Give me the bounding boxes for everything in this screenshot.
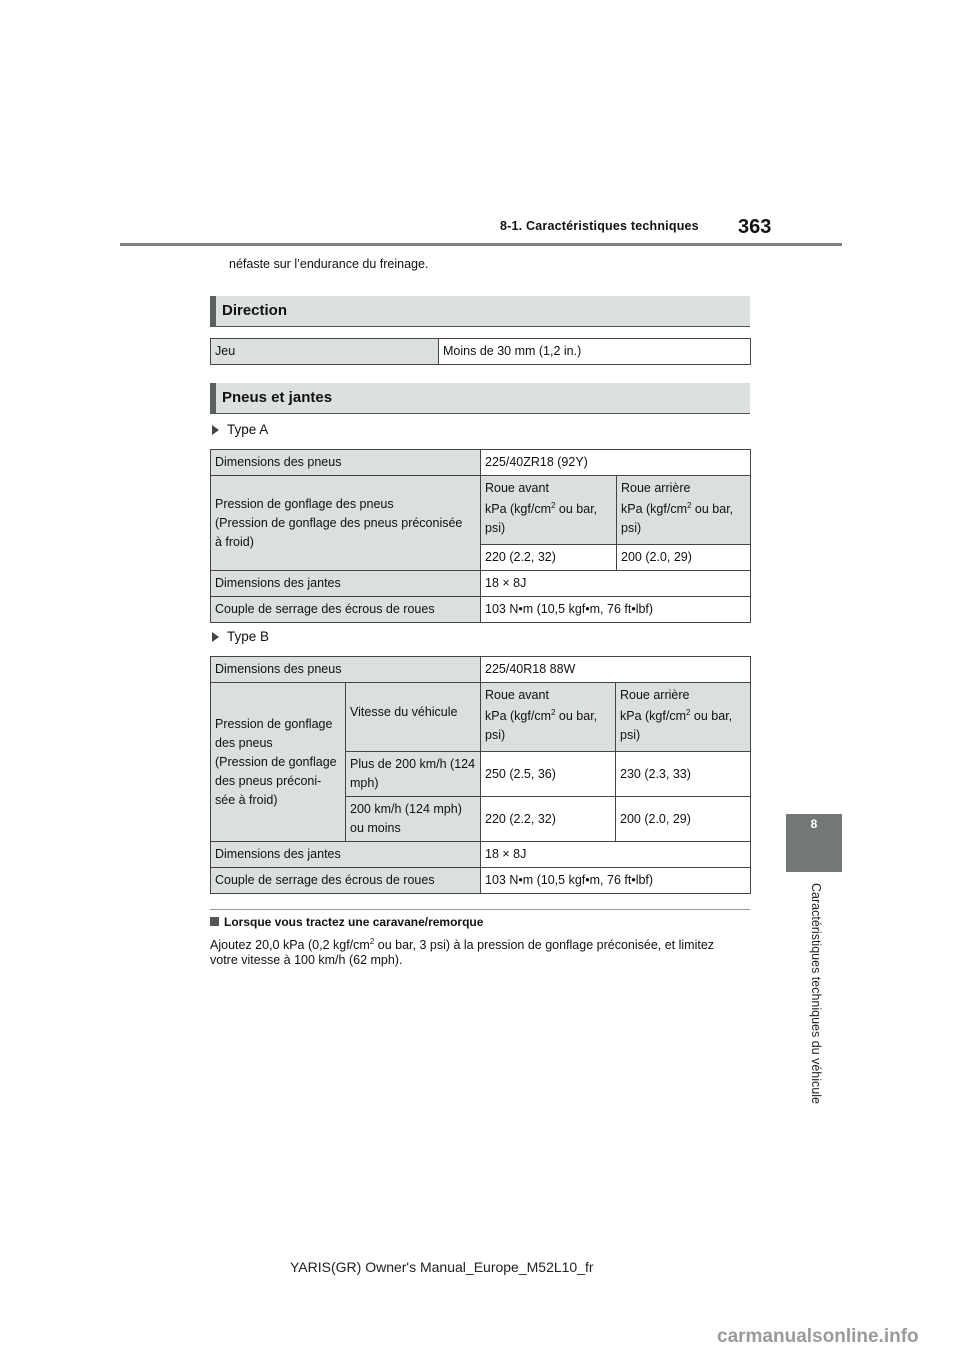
wheel-size-label: Dimensions des jantes [211,842,481,868]
tire-size-value: 225/40ZR18 (92Y) [481,450,751,476]
site-watermark: carmanualsonline.info [717,1326,919,1347]
table-row [211,657,751,683]
pressure-label-line: des pneus [215,735,273,750]
header-rule [120,243,842,246]
rear-pressure-value: 200 (2.0, 29) [617,545,751,571]
tire-size-label: Dimensions des pneus [211,657,481,683]
front-wheel-title: Roue avant [485,688,549,702]
table-row [211,339,751,365]
note-line: votre vitesse à 100 km/h (62 mph). [210,953,403,967]
type-a-table [210,449,751,623]
pressure-label-line: Pression de gonflage [215,716,333,731]
table-row [211,450,751,476]
table-row [211,571,751,597]
pressure-unit: kPa ($kgf/cm^2$ ou bar, [485,707,598,723]
front-wheel-header [481,683,616,752]
pressure-label-line: sée à froid) [215,792,278,807]
page-number: 363 [738,216,772,238]
direction-section-heading [210,296,750,327]
heading-accent-bar [210,383,216,413]
torque-value: 103 N•m (10,5 kgf•m, 76 ft•lbf) [481,868,751,894]
header-section-title: 8-1. Caractéristiques techniques [500,219,699,233]
intro-text: néfaste sur l’endurance du freinage. [229,257,429,271]
heading-accent-bar [210,296,216,326]
rear-wheel-title: Roue arrière [621,481,691,495]
table-row [211,683,751,752]
pressure-unit: kPa ($kgf/cm^2$ ou bar, [485,500,598,516]
direction-heading-text: Direction [222,302,288,319]
wheel-size-label: Dimensions des jantes [211,571,481,597]
pressure-unit-psi: psi) [621,521,642,535]
torque-value: 103 N•m (10,5 kgf•m, 76 ft•lbf) [481,597,751,623]
tire-size-label: Dimensions des pneus [211,450,481,476]
front-wheel-header [481,476,617,545]
wheel-size-value: 18 × 8J [481,842,751,868]
triangle-bullet-icon [212,632,219,642]
rear-pressure-high-speed: 230 (2.3, 33) [616,752,751,797]
note-heading [210,915,483,929]
table-row [211,476,751,545]
type-a-text: Type A [227,422,269,437]
type-a-label [212,422,268,437]
pressure-label-line: des pneus préconi- [215,773,322,788]
front-wheel-title: Roue avant [485,481,549,495]
pressure-label-line: Pression de gonflage des pneus [215,496,394,511]
pressure-label-line: à froid) [215,534,254,549]
torque-label: Couple de serrage des écrous de roues [211,597,481,623]
note-divider [210,909,750,910]
table-row [211,868,751,894]
table-row [211,597,751,623]
chapter-tab [786,814,842,872]
front-pressure-low-speed: 220 (2.2, 32) [481,797,616,842]
chapter-side-label: Caractéristiques techniques du véhicule [809,883,823,1104]
pressure-unit-psi: psi) [620,728,641,742]
triangle-bullet-icon [212,425,219,435]
square-bullet-icon [210,917,219,926]
rear-pressure-low-speed: 200 (2.0, 29) [616,797,751,842]
pressure-label [211,476,481,571]
tires-section-heading [210,383,750,414]
speed-header: Vitesse du véhicule [346,683,481,752]
direction-table [210,338,751,365]
tire-size-value: 225/40R18 88W [481,657,751,683]
note-body [210,938,755,968]
wheel-size-value: 18 × 8J [481,571,751,597]
pressure-unit-psi: psi) [485,728,506,742]
type-b-label [212,629,269,644]
rear-wheel-header [616,683,751,752]
front-pressure-value: 220 (2.2, 32) [481,545,617,571]
table-row [211,842,751,868]
pressure-label-line: (Pression de gonflage [215,754,337,769]
tires-heading-text: Pneus et jantes [222,389,333,406]
rear-wheel-header [617,476,751,545]
pressure-label [211,683,346,842]
type-b-table [210,656,751,894]
rear-wheel-title: Roue arrière [620,688,690,702]
direction-play-label: Jeu [211,339,439,365]
pressure-unit: kPa ($kgf/cm^2$ ou bar, [620,707,733,723]
type-b-text: Type B [227,629,270,644]
footer-manual-id: YARIS(GR) Owner's Manual_Europe_M52L10_fr [290,1259,594,1275]
speed-200-or-less: 200 km/h (124 mph) ou moins [346,797,481,842]
pressure-unit: kPa ($kgf/cm^2$ ou bar, [621,500,734,516]
note-line: Ajoutez 20,0 kPa (0,2 kgf/$cm^2$ ou bar, 3 psi) à la pression de gonflage préconisée, et limitez [210,936,715,952]
note-heading-text: Lorsque vous tractez une caravane/remorque [224,915,484,929]
front-pressure-high-speed: 250 (2.5, 36) [481,752,616,797]
direction-play-value: Moins de 30 mm (1,2 in.) [439,339,751,365]
pressure-label-line: (Pression de gonflage des pneus préconisée [215,515,463,530]
torque-label: Couple de serrage des écrous de roues [211,868,481,894]
chapter-number: 8 [810,817,818,831]
speed-over-200: Plus de 200 km/h (124 mph) [346,752,481,797]
pressure-unit-psi: psi) [485,521,506,535]
